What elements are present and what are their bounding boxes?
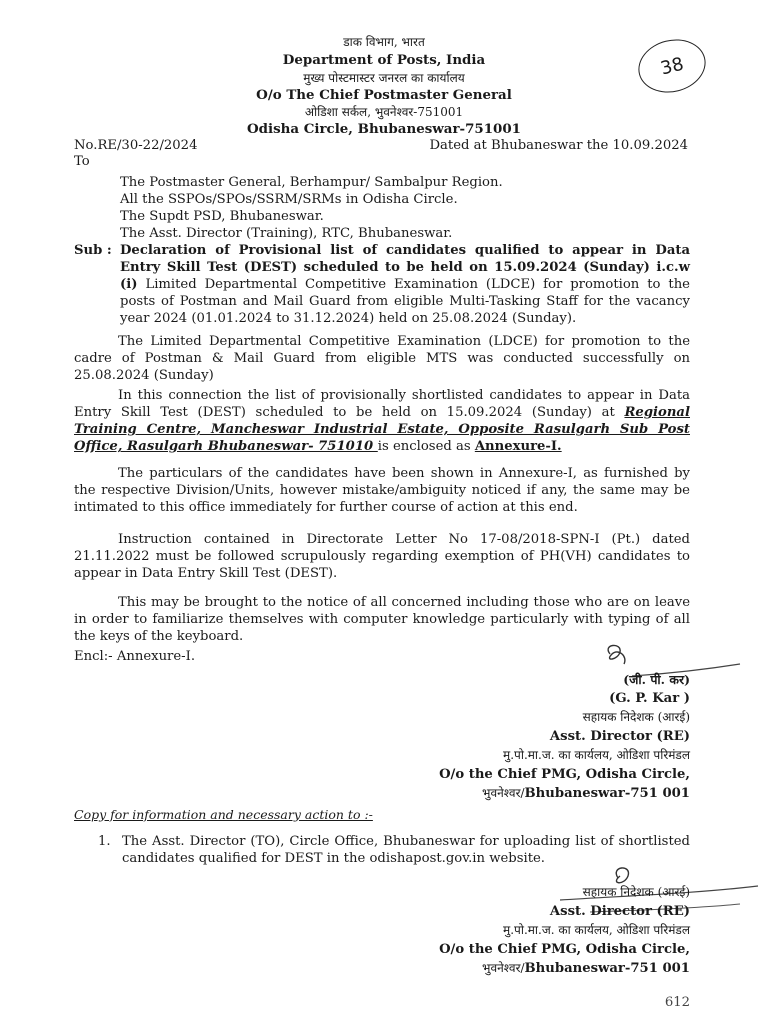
enclosure: Encl:- Annexure-I. bbox=[74, 649, 196, 664]
p2-mid: is enclosed as bbox=[377, 439, 475, 454]
signatory-hindi-name: (जी. पी. कर) bbox=[623, 672, 690, 687]
subject-bold: Declaration of Provisional list of candidates qualified to appear in Data Entry Skill Test (DEST) scheduled to be held on 15.09.2024 (Sunday) i.c.w (i) bbox=[120, 243, 690, 292]
venue-text: Regional Training Centre, Mancheswar Industrial Estate, Opposite Rasulgarh Sub Post Office, Rasulgarh Bhubaneswar- 751010 bbox=[74, 405, 690, 454]
signatory-hindi-office: मु.पो.मा.ज. का कार्यलय, ओडिशा परिमंडल bbox=[503, 748, 690, 762]
paragraph-5: This may be brought to the notice of all concerned including those who are on leave in order to familiarize themselves with computer knowledge particularly with typing of all the keys of the keyboard. bbox=[74, 595, 690, 644]
signatory2-city: Bhubaneswar-751 001 bbox=[524, 961, 690, 976]
signature-block-2 bbox=[439, 883, 690, 978]
recipient-item: The Supdt PSD, Bhubaneswar. bbox=[120, 209, 324, 224]
subject-text bbox=[120, 242, 690, 327]
copy-item-text: The Asst. Director (TO), Circle Office, Bhubaneswar for uploading list of shortlisted candidates qualified for DEST in the odishapost.gov.in website. bbox=[122, 834, 690, 866]
signatory2-hindi-office: मु.पो.मा.ज. का कार्यलय, ओडिशा परिमंडल bbox=[503, 923, 690, 937]
recipient-item: All the SSPOs/SPOs/SSRM/SRMs in Odisha Circle. bbox=[120, 192, 458, 207]
copy-heading: Copy for information and necessary action to :- bbox=[74, 807, 373, 822]
page-stamp: 38 bbox=[633, 33, 712, 100]
signatory-office: O/o the Chief PMG, Odisha Circle, bbox=[439, 767, 690, 782]
signatory-hindi-city: भुवनेश्वर/ bbox=[482, 786, 525, 800]
signatory-name: (G. P. Kar ) bbox=[609, 691, 690, 706]
signatory-city-line bbox=[439, 784, 690, 803]
recipient-item: The Postmaster General, Berhampur/ Sambalpur Region. bbox=[120, 175, 503, 190]
subject-label: Sub : bbox=[74, 243, 112, 258]
p2-start: In this connection the list of provisionally shortlisted candidates to appear in Data Entry Skill Test (DEST) scheduled to be held on 15.09.2024 (Sunday) at bbox=[74, 388, 690, 420]
recipient-item: The Asst. Director (Training), RTC, Bhubaneswar. bbox=[120, 226, 453, 241]
recipient-list bbox=[120, 174, 700, 242]
circle-name: Odisha Circle, Bhubaneswar-751001 bbox=[247, 121, 521, 137]
subject-rest: Limited Departmental Competitive Examination (LDCE) for promotion to the posts of Postman and Mail Guard from eligible Multi-Tasking Staff for the vacancy year 2024 (01.01.2024 to 31.12.2024) held on 25.08.2024 (Sunday). bbox=[120, 277, 690, 326]
signatory2-title: Asst. Director (RE) bbox=[549, 904, 690, 919]
reference-number: No.RE/30-22/2024 bbox=[74, 138, 198, 153]
paragraph-1: The Limited Departmental Competitive Examination (LDCE) for promotion to the cadre of Postman & Mail Guard from eligible MTS was conducted successfully on 25.08.2024 (Sunday) bbox=[74, 334, 690, 383]
paragraph-2 bbox=[74, 387, 690, 455]
signatory2-hindi-city: भुवनेश्वर/ bbox=[482, 961, 525, 975]
dated-line: Dated at Bhubaneswar the 10.09.2024 bbox=[429, 138, 688, 153]
annexure-ref: Annexure-I. bbox=[474, 439, 562, 454]
copy-item-number: 1. bbox=[98, 834, 111, 849]
paragraph-3: The particulars of the candidates have been shown in Annexure-I, as furnished by the respective Division/Units, however mistake/ambiguity noticed if any, the same may be intimated to this office immediately for further course of action at this end. bbox=[74, 466, 690, 515]
paragraph-4: Instruction contained in Directorate Letter No 17-08/2018-SPN-I (Pt.) dated 21.11.2022 must be followed scrupulously regarding exemption of PH(VH) candidates to appear in Data Entry Skill Test (DEST). bbox=[74, 532, 690, 581]
signature-block-1 bbox=[439, 670, 690, 803]
signatory-title: Asst. Director (RE) bbox=[549, 729, 690, 744]
signatory-hindi-title: सहायक निदेशक (आरई) bbox=[582, 710, 690, 724]
signatory2-hindi-title: सहायक निदेशक (आरई) bbox=[582, 885, 690, 899]
signatory-city: Bhubaneswar-751 001 bbox=[524, 786, 690, 801]
office-name: O/o The Chief Postmaster General bbox=[256, 87, 512, 103]
hindi-department: डाक विभाग, भारत bbox=[343, 35, 425, 49]
page-number: 612 bbox=[664, 995, 690, 1010]
to-label: To bbox=[74, 154, 90, 169]
department-name: Department of Posts, India bbox=[282, 52, 486, 68]
signatory2-city-line bbox=[439, 959, 690, 978]
hindi-office: मुख्य पोस्टमास्टर जनरल का कार्यालय bbox=[303, 71, 465, 85]
hindi-circle: ओडिशा सर्कल, भुवनेश्वर-751001 bbox=[304, 105, 464, 119]
signatory2-office: O/o the Chief PMG, Odisha Circle, bbox=[439, 942, 690, 957]
